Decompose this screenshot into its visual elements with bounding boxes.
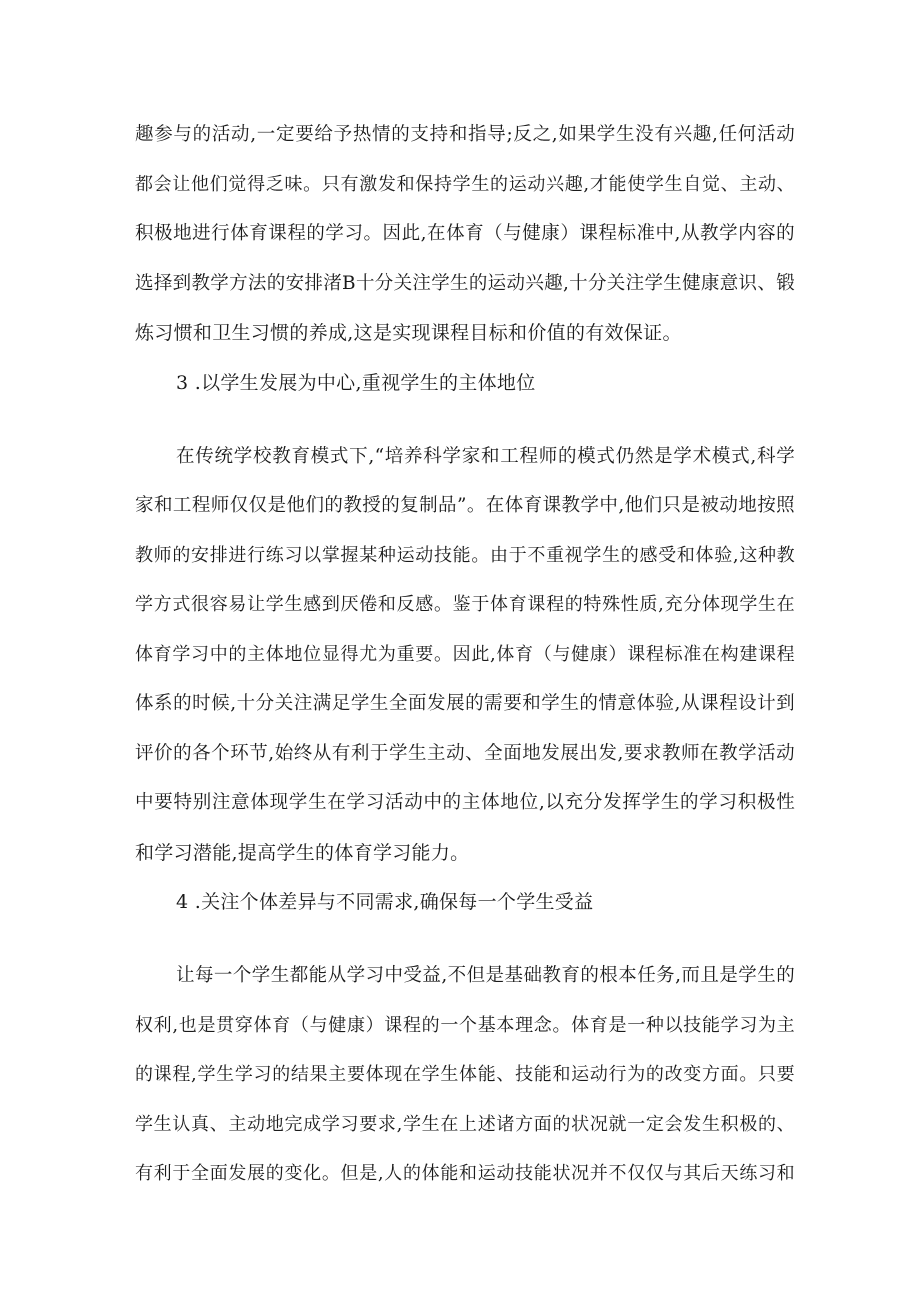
paragraph-2-line-9: 和学习潜能,提高学生的体育学习能力。 — [135, 842, 470, 864]
paragraph-2-line-4: 学方式很容易让学生感到厌倦和反感。鉴于体育课程的特殊性质,充分体现学生在 — [135, 594, 795, 615]
paragraph-3-line-4: 学生认真、主动地完成学习要求,学生在上述诸方面的状况就一定会发生积极的、 — [135, 1114, 795, 1135]
paragraph-2-line-1: 在传统学校教育模式下,“培养科学家和工程师的模式仍然是学术模式,科学 — [176, 446, 795, 467]
paragraph-1-line-3: 积极地进行体育课程的学习。因此,在体育（与健康）课程标准中,从教学内容的 — [135, 223, 795, 244]
paragraph-2-line-8: 中要特别注意体现学生在学习活动中的主体地位,以充分发挥学生的学习积极性 — [135, 792, 795, 813]
paragraph-2-line-6: 体系的时候,十分关注满足学生全面发展的需要和学生的情意体验,从课程设计到 — [135, 693, 795, 714]
paragraph-3-line-5: 有利于全面发展的变化。但是,人的体能和运动技能状况并不仅仅与其后天练习和 — [135, 1163, 795, 1184]
paragraph-3-line-3: 的课程,学生学习的结果主要体现在学生体能、技能和运动行为的改变方面。只要 — [135, 1064, 795, 1085]
paragraph-2-line-5: 体育学习中的主体地位显得尤为重要。因此,体育（与健康）课程标准在构建课程 — [135, 644, 795, 665]
paragraph-1-line-2: 都会让他们觉得乏味。只有激发和保持学生的运动兴趣,才能使学生自觉、主动、 — [135, 174, 795, 195]
paragraph-2-line-2: 家和工程师仅仅是他们的教授的复制品”。在体育课教学中,他们只是被动地按照 — [135, 495, 795, 516]
paragraph-1-line-5: 炼习惯和卫生习惯的养成,这是实现课程目标和价值的有效保证。 — [135, 322, 682, 344]
paragraph-2-line-3: 教师的安排进行练习以掌握某种运动技能。由于不重视学生的感受和体验,这种教 — [135, 545, 795, 566]
section-heading-4: 4 .关注个体差异与不同需求,确保每一个学生受益 — [176, 891, 594, 913]
paragraph-3-line-1: 让每一个学生都能从学习中受益,不但是基础教育的根本任务,而且是学生的 — [176, 965, 795, 986]
paragraph-3-line-2: 权利,也是贯穿体育（与健康）课程的一个基本理念。体育是一种以技能学习为主 — [135, 1015, 795, 1036]
paragraph-1-line-1: 趣参与的活动,一定要给予热情的支持和指导;反之,如果学生没有兴趣,任何活动 — [135, 124, 795, 145]
paragraph-1-line-4: 选择到教学方法的安排渚B十分关注学生的运动兴趣,十分关注学生健康意识、锻 — [135, 273, 795, 294]
paragraph-2-line-7: 评价的各个环节,始终从有利于学生主动、全面地发展出发,要求教师在教学活动 — [135, 743, 795, 764]
section-heading-3: 3 .以学生发展为中心,重视学生的主体地位 — [176, 372, 536, 394]
